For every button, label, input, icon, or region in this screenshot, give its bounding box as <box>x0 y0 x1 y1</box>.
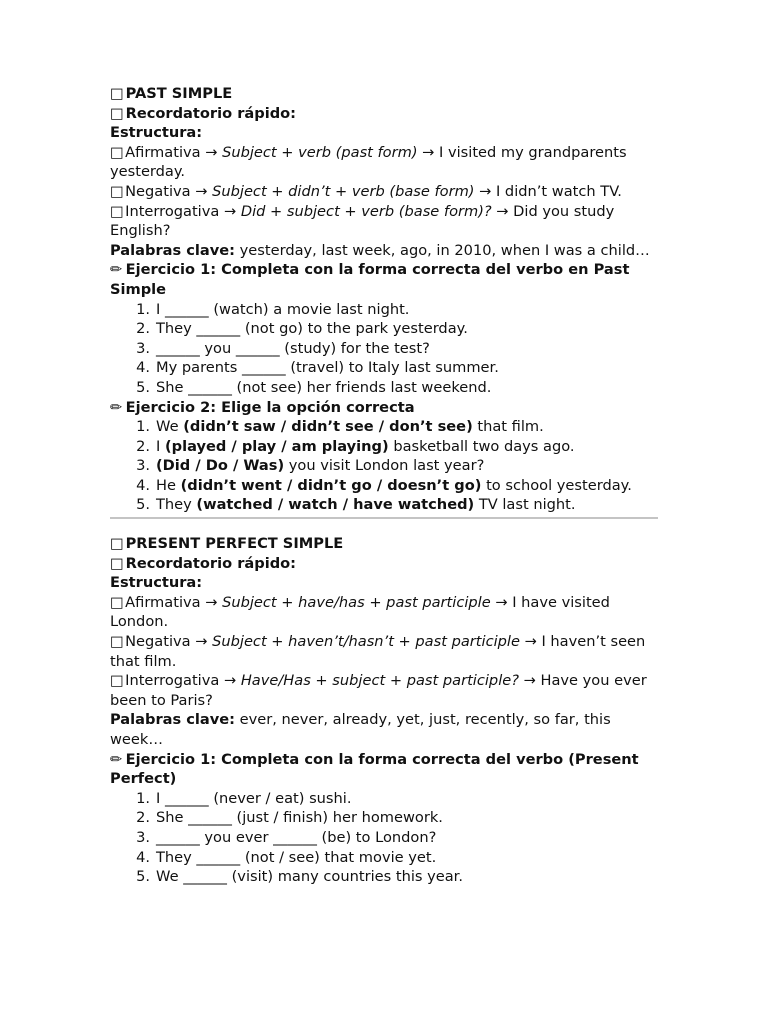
exercise-2-title: ✏ Ejercicio 2: Elige la opción correcta <box>110 398 415 416</box>
rule-formula: Have/Has + subject + past participle? <box>240 672 519 690</box>
rule-formula: Did + subject + verb (base form)? <box>240 202 492 220</box>
keywords-line: Palabras clave: yesterday, last week, ago, in 2010, when I was a child… <box>110 241 650 259</box>
list-item: 1. I ______ (never / eat) sushi. <box>136 789 352 807</box>
rule-formula: Subject + haven’t/hasn’t + past participle <box>212 633 520 651</box>
document-page <box>110 84 660 887</box>
rule-example: → I haven’t seen that film. <box>110 633 646 670</box>
list-item: 4. He (didn’t went / didn’t go / doesn’t go) to school yesterday. <box>136 476 632 494</box>
bullet-box-icon: □ <box>110 202 124 220</box>
list-item: 2. She ______ (just / finish) her homework. <box>136 809 443 827</box>
section-divider <box>110 517 658 519</box>
answer-options: (didn’t saw / didn’t see / don’t see) <box>183 418 473 436</box>
list-item: 1. We (didn’t saw / didn’t see / don’t see) that film. <box>136 418 544 436</box>
rule-negative: □ Negativa → Subject + didn’t + verb (base form) → I didn’t watch TV. <box>110 182 622 200</box>
list-item: 5. We ______ (visit) many countries this year. <box>136 868 463 886</box>
section-title-present-perfect: □ PRESENT PERFECT SIMPLE <box>110 535 344 553</box>
list-item: 4. They ______ (not / see) that movie yet. <box>136 848 437 866</box>
rule-example: → Did you study English? <box>110 202 615 240</box>
rule-formula: Subject + didn’t + verb (base form) <box>212 182 475 200</box>
bullet-box-icon: □ <box>110 143 124 161</box>
list-item: 5. They (watched / watch / have watched) TV last night. <box>136 496 576 514</box>
answer-options: (Did / Do / Was) <box>156 457 285 475</box>
rule-formula: Subject + verb (past form) <box>222 143 418 161</box>
rule-affirmative: □ Afirmativa → Subject + verb (past form) → I visited my grandparents yesterday. <box>110 143 627 181</box>
list-item: 3. ______ you ______ (study) for the test? <box>136 339 430 357</box>
exercise-1-title: ✏ Ejercicio 1: Completa con la forma correcta del verbo (Present Perfect) <box>110 750 639 788</box>
bullet-box-icon: □ <box>110 85 124 102</box>
rule-example: → Have you ever been to Paris? <box>110 672 647 709</box>
pencil-icon: ✏ <box>110 398 123 416</box>
bullet-box-icon: □ <box>110 633 124 651</box>
list-item: 3. (Did / Do / Was) you visit London last year? <box>136 457 485 475</box>
exercise-2-list <box>110 417 660 515</box>
reminder-heading: □ Recordatorio rápido: <box>110 554 297 572</box>
rule-example: → I have visited London. <box>110 593 610 631</box>
bullet-box-icon: □ <box>110 593 124 611</box>
answer-options: (played / play / am playing) <box>164 437 389 455</box>
pencil-icon: ✏ <box>110 261 123 279</box>
rule-interrogative: □ Interrogativa → Did + subject + verb (base form)? → Did you study English? <box>110 202 615 240</box>
answer-options: (watched / watch / have watched) <box>196 496 475 514</box>
pencil-icon: ✏ <box>110 750 123 768</box>
list-item: 2. I (played / play / am playing) basketball two days ago. <box>136 437 575 455</box>
answer-options: (didn’t went / didn’t go / doesn’t go) <box>180 476 482 494</box>
keywords-line: Palabras clave: ever, never, already, yet, just, recently, so far, this week… <box>110 711 611 748</box>
list-item: 3. ______ you ever ______ (be) to London? <box>136 828 437 846</box>
rule-example: → I visited my grandparents yesterday. <box>110 143 627 181</box>
bullet-box-icon: □ <box>110 554 124 572</box>
list-item: 5. She ______ (not see) her friends last weekend. <box>136 378 492 396</box>
bullet-box-icon: □ <box>110 104 124 122</box>
rule-affirmative: □ Afirmativa → Subject + have/has + past participle → I have visited London. <box>110 593 610 631</box>
list-item: 4. My parents ______ (travel) to Italy last summer. <box>136 359 499 377</box>
exercise-1-list <box>110 300 660 398</box>
bullet-box-icon: □ <box>110 672 124 690</box>
structure-label: Estructura: <box>110 124 203 142</box>
exercise-1-list <box>110 789 660 887</box>
structure-label: Estructura: <box>110 574 203 592</box>
rule-example: → I didn’t watch TV. <box>479 182 622 200</box>
bullet-box-icon: □ <box>110 535 124 553</box>
rule-interrogative: □ Interrogativa → Have/Has + subject + past participle? → Have you ever been to Paris? <box>110 672 647 709</box>
section-title-past-simple: □ PAST SIMPLE <box>110 85 233 102</box>
rule-formula: Subject + have/has + past participle <box>222 593 491 611</box>
bullet-box-icon: □ <box>110 182 124 200</box>
list-item: 2. They ______ (not go) to the park yesterday. <box>136 320 468 338</box>
reminder-heading: □ Recordatorio rápido: <box>110 104 297 122</box>
exercise-1-title: ✏ Ejercicio 1: Completa con la forma correcta del verbo en Past Simple <box>110 261 630 298</box>
list-item: 1. I ______ (watch) a movie last night. <box>136 300 410 318</box>
rule-negative: □ Negativa → Subject + haven’t/hasn’t + past participle → I haven’t seen that film. <box>110 633 646 670</box>
